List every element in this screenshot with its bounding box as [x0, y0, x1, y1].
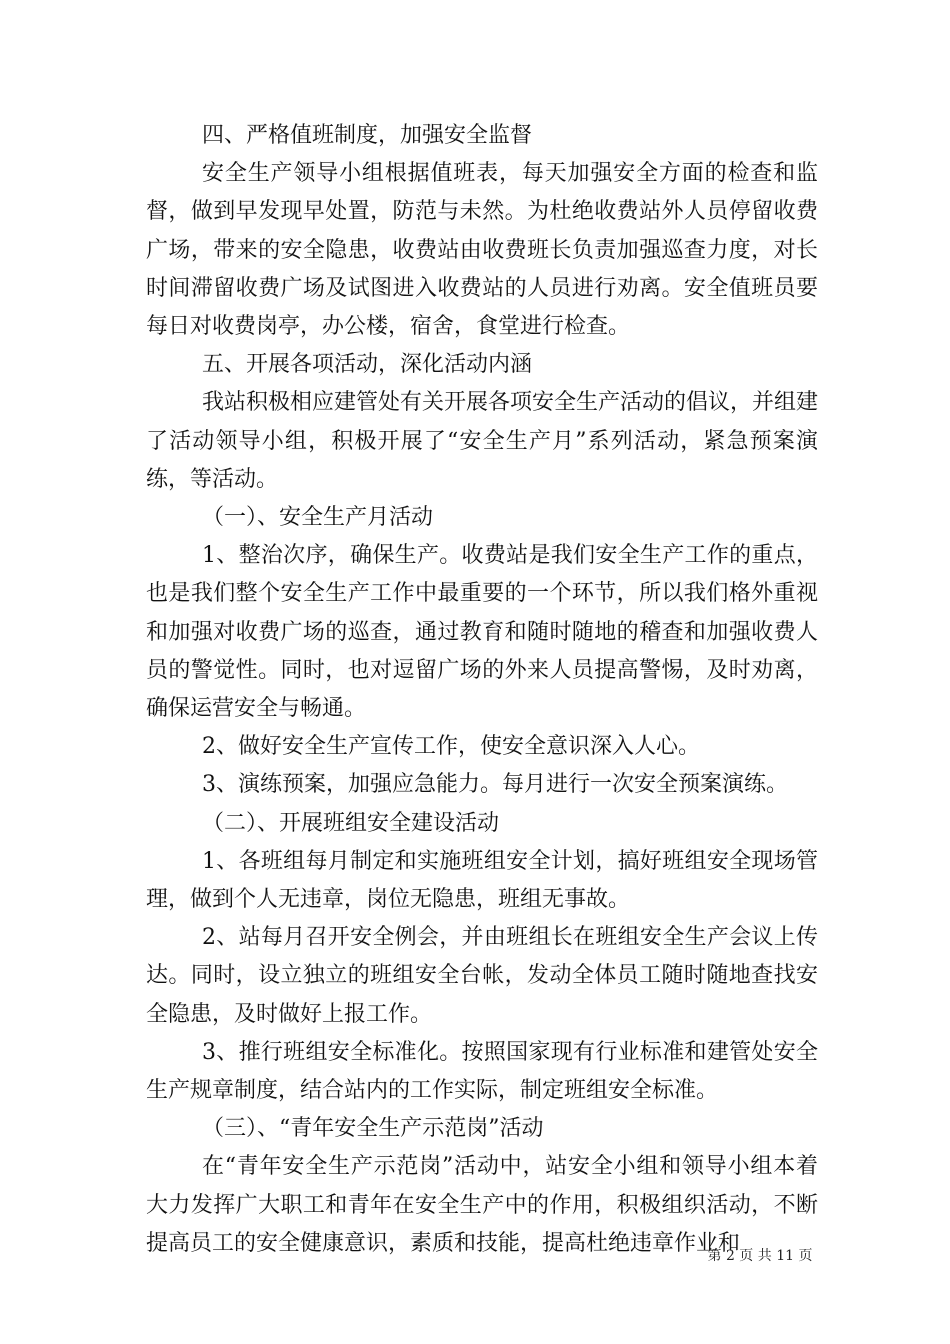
- subsection-heading: （二）、开展班组安全建设活动: [202, 810, 500, 836]
- paragraph: 1、整治次序，确保生产。收费站是我们安全生产工作的重点，也是我们整个安全生产工作中最重要的一个环节，所以我们格外重视和加强对收费广场的巡查，通过教育和随时随地的稽查和加强收费人员的警觉性。同时，也对逗留广场的外来人员提高警惕，及时劝离，确保运营安全与畅通。: [146, 543, 818, 722]
- page-number: 第 2 页 共 11 页: [707, 1248, 813, 1264]
- paragraph: 2、做好安全生产宣传工作，使安全意识深入人心。: [202, 734, 700, 760]
- subsection-heading: （三）、“青年安全生产示范岗”活动: [202, 1116, 544, 1142]
- section-heading: 五、开展各项活动，深化活动内涵: [202, 352, 533, 378]
- paragraph: 2、站每月召开安全例会，并由班组长在班组安全生产会议上传达。同时，设立独立的班组安全台帐，发动全体员工随时随地查找安全隐患，及时做好上报工作。: [146, 925, 818, 1027]
- paragraph: 3、推行班组安全标准化。按照国家现有行业标准和建管处安全生产规章制度，结合站内的工作实际，制定班组安全标准。: [146, 1039, 818, 1104]
- paragraph: 1、各班组每月制定和实施班组安全计划，搞好班组安全现场管理，做到个人无违章，岗位无隐患，班组无事故。: [146, 848, 818, 913]
- page-footer: [0, 1246, 950, 1266]
- subsection-heading: （一）、安全生产月活动: [202, 505, 434, 531]
- paragraph: 3、演练预案，加强应急能力。每月进行一次安全预案演练。: [202, 772, 788, 798]
- section-heading: 四、严格值班制度，加强安全监督: [202, 123, 533, 148]
- paragraph: 安全生产领导小组根据值班表，每天加强安全方面的检查和监督，做到早发现早处置，防范与未然。为杜绝收费站外人员停留收费广场，带来的安全隐患，收费站由收费班长负责加强巡查力度，对长时间滞留收费广场及试图进入收费站的人员进行劝离。安全值班员要每日对收费岗亭，办公楼，宿舍，食堂进行检查。: [146, 161, 818, 340]
- paragraph: 我站积极相应建管处有关开展各项安全生产活动的倡议，并组建了活动领导小组，积极开展了“安全生产月”系列活动，紧急预案演练，等活动。: [146, 390, 819, 492]
- document-body: [146, 117, 818, 1263]
- paragraph: 在“青年安全生产示范岗”活动中，站安全小组和领导小组本着大力发挥广大职工和青年在安全生产中的作用，积极组织活动，不断提高员工的安全健康意识，素质和技能，提高杜绝违章作业和: [146, 1154, 818, 1256]
